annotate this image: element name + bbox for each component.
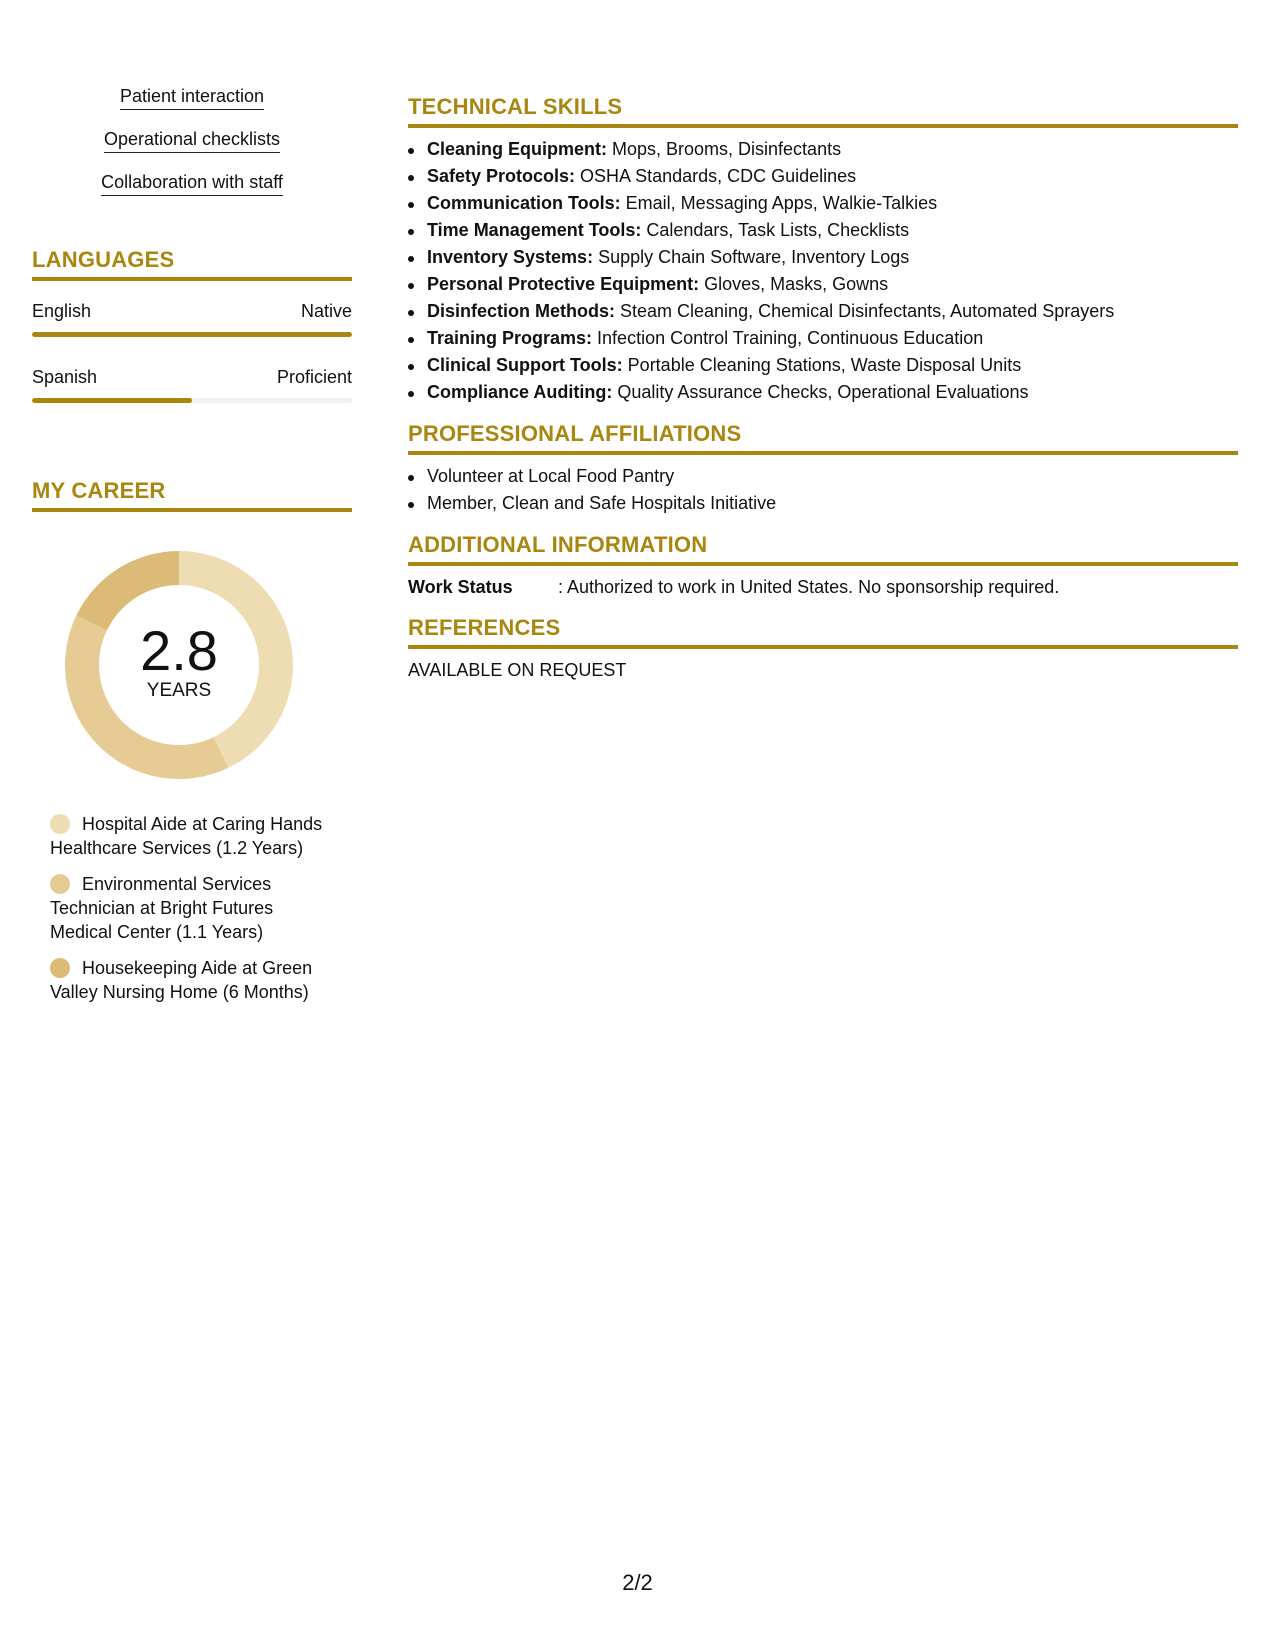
- technical-skill-item: Disinfection Methods: Steam Cleaning, Chemical Disinfectants, Automated Sprayers: [408, 298, 1238, 325]
- technical-skill-item: Personal Protective Equipment: Gloves, Masks, Gowns: [408, 271, 1238, 298]
- skill-tag: Operational checklists: [104, 127, 280, 153]
- career-section: [32, 477, 352, 1004]
- career-role-label: Housekeeping Aide at Green Valley Nursing Home (6 Months): [50, 958, 313, 1002]
- technical-skill-item: Training Programs: Infection Control Training, Continuous Education: [408, 325, 1238, 352]
- career-legend-item: [50, 872, 340, 944]
- career-legend-item: [50, 812, 340, 860]
- affiliation-item: Volunteer at Local Food Pantry: [408, 463, 1238, 490]
- career-role-label: Environmental Services Technician at Bright Futures Medical Center (1.1 Years): [50, 874, 274, 942]
- career-total-value: 2.8: [140, 619, 218, 682]
- career-donut-chart: [64, 550, 294, 780]
- references-heading: REFERENCES: [408, 614, 1238, 649]
- career-role-label: Hospital Aide at Caring Hands Healthcare Services (1.2 Years): [50, 814, 323, 858]
- career-total-unit: YEARS: [146, 680, 212, 701]
- additional-info-heading: ADDITIONAL INFORMATION: [408, 531, 1238, 566]
- language-level: Proficient: [276, 367, 352, 387]
- affiliations-list: [408, 463, 1238, 517]
- language-bar-fill: [32, 332, 352, 337]
- skill-tag: Collaboration with staff: [101, 170, 283, 196]
- language-name: Spanish: [32, 367, 98, 387]
- skill-tags: [32, 84, 352, 196]
- career-legend-item: [50, 956, 340, 1004]
- language-bar: [32, 398, 352, 403]
- legend-dot-icon: [50, 874, 70, 894]
- technical-skill-item: Inventory Systems: Supply Chain Software, Inventory Logs: [408, 244, 1238, 271]
- legend-dot-icon: [50, 958, 70, 978]
- technical-skills-heading: TECHNICAL SKILLS: [408, 93, 1238, 128]
- career-legend: [32, 812, 340, 1004]
- language-item: [32, 365, 352, 403]
- references-text: AVAILABLE ON REQUEST: [408, 660, 627, 680]
- technical-skill-item: Safety Protocols: OSHA Standards, CDC Guidelines: [408, 163, 1238, 190]
- left-column: [32, 84, 352, 1016]
- technical-skill-item: Clinical Support Tools: Portable Cleaning Stations, Waste Disposal Units: [408, 352, 1238, 379]
- language-level: Native: [300, 301, 352, 321]
- technical-skills-list: [408, 136, 1238, 406]
- work-status-label: Work Status: [408, 577, 513, 597]
- affiliations-section: [408, 420, 1238, 517]
- technical-skill-item: Time Management Tools: Calendars, Task Lists, Checklists: [408, 217, 1238, 244]
- work-status-value: : Authorized to work in United States. No sponsorship required.: [558, 577, 1060, 597]
- page-number: 2/2: [622, 1570, 653, 1595]
- references-section: [408, 614, 1238, 683]
- skill-tag: Patient interaction: [120, 84, 264, 110]
- right-column: [408, 93, 1238, 697]
- language-bar-fill: [32, 398, 192, 403]
- legend-dot-icon: [50, 814, 70, 834]
- languages-heading: LANGUAGES: [32, 246, 352, 281]
- language-item: [32, 299, 352, 337]
- technical-skill-item: Compliance Auditing: Quality Assurance Checks, Operational Evaluations: [408, 379, 1238, 406]
- affiliation-item: Member, Clean and Safe Hospitals Initiative: [408, 490, 1238, 517]
- work-status-row: [408, 574, 1238, 600]
- additional-info-section: [408, 531, 1238, 600]
- language-bar: [32, 332, 352, 337]
- technical-skill-item: Cleaning Equipment: Mops, Brooms, Disinfectants: [408, 136, 1238, 163]
- technical-skills-section: [408, 93, 1238, 406]
- language-name: English: [32, 301, 92, 321]
- career-heading: MY CAREER: [32, 477, 352, 512]
- technical-skill-item: Communication Tools: Email, Messaging Apps, Walkie-Talkies: [408, 190, 1238, 217]
- languages-section: [32, 246, 352, 403]
- affiliations-heading: PROFESSIONAL AFFILIATIONS: [408, 420, 1238, 455]
